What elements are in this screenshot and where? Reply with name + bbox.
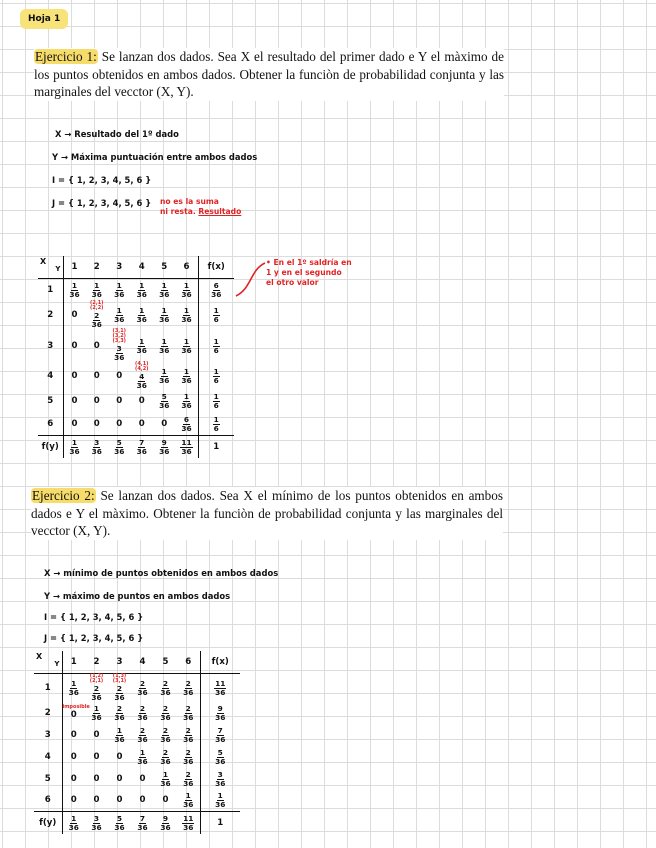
cell-value: 0 [116,795,123,806]
fraction: $\frac{2}{36}$ [183,725,194,744]
column-header: 1 [62,651,85,673]
table-row [38,329,234,362]
table-cell [85,768,108,790]
fraction: $\frac{7}{36}$ [215,725,226,744]
marginal-column-header: f(x) [198,256,234,279]
table-cell [154,790,177,812]
table-cell [131,724,154,746]
cell-value: 0 [116,371,123,382]
fraction: $\frac{7}{36}$ [137,813,148,832]
marginal-column-header: f(x) [200,651,240,673]
table-row [38,279,234,302]
table-cell [131,413,154,436]
cell-value: 0 [93,418,100,429]
fraction: $\frac{2}{36}$ [91,311,102,330]
column-header: 5 [153,256,176,279]
fraction: $\frac{9}{36}$ [215,703,226,722]
cell-annotation: imposible [62,704,90,710]
table-corner: X Y [38,256,63,279]
table-row [34,673,240,702]
marginal-row-header: f(y) [38,435,63,458]
table-cell [177,673,200,702]
fraction: $\frac{3}{36}$ [91,813,102,832]
fraction: $\frac{2}{36}$ [114,683,125,702]
fraction: $\frac{2}{36}$ [183,678,194,697]
table-cell [176,329,199,362]
table-cell [108,746,131,768]
exercise1-label: Ejercicio 1: [35,49,97,64]
table-cell [153,301,176,329]
cell-value: 0 [93,751,100,762]
column-header: 3 [108,256,131,279]
table-row [34,768,240,790]
exercise2-note-y: Y → máximo de puntos en ambos dados [44,591,231,601]
fraction: $\frac{1}{36}$ [181,367,192,386]
cell-annotation: (2,1) (2,2) [90,300,104,312]
exercise1-note-y: Y → Máxima puntuación entre ambos dados [52,152,258,162]
column-header: 2 [85,651,108,673]
column-marginal [176,435,199,458]
cell-value: 0 [71,396,78,407]
table-cell [131,329,154,362]
cell-value: 0 [93,396,100,407]
fraction: $\frac{1}{36}$ [114,281,125,300]
column-marginal [177,812,200,834]
table-cell [108,362,131,390]
row-label: 6 [34,790,62,812]
column-header: 3 [108,651,131,673]
cell-value: 0 [70,751,77,762]
table-cell [131,673,154,702]
table-cell [108,724,131,746]
row-marginal [200,673,240,702]
row-label: 4 [34,746,62,768]
row-label: 3 [38,329,63,362]
cell-annotation: (1,2) (2,1) [89,672,104,684]
cell-value: 0 [116,418,123,429]
fraction: $\frac{1}{36}$ [91,281,102,300]
fraction: $\frac{2}{36}$ [183,769,194,788]
table-cell [63,362,86,390]
row-marginal [200,768,240,790]
column-marginal [85,812,108,834]
row-marginal [198,301,234,329]
table-cell [62,746,85,768]
fraction: $\frac{1}{36}$ [136,336,147,355]
fraction: $\frac{7}{36}$ [136,437,147,456]
column-header: 4 [131,651,154,673]
exercise1-side-note-bracket [232,260,268,300]
fraction: $\frac{1}{36}$ [136,306,147,325]
fraction: $\frac{1}{36}$ [181,306,192,325]
grand-total: 1 [200,812,240,834]
fraction: $\frac{2}{36}$ [183,703,194,722]
table-cell [177,724,200,746]
column-header: 6 [177,651,200,673]
table-cell [153,329,176,362]
table-row [34,702,240,724]
fraction: $\frac{2}{36}$ [114,703,125,722]
row-marginal [200,790,240,812]
exercise1-note-j-remark: no es la suma ni resta. Resultado [160,197,242,216]
table-cell [153,279,176,302]
cell-value: 0 [93,340,100,351]
table-cell [131,768,154,790]
table-cell [108,329,131,362]
fraction: $\frac{2}{36}$ [137,725,148,744]
column-marginal [108,435,131,458]
fraction: $\frac{6}{36}$ [211,281,222,300]
fraction: $\frac{1}{36}$ [159,306,170,325]
column-marginal [108,812,131,834]
table-cell [86,279,109,302]
fraction: $\frac{1}{36}$ [215,791,226,810]
fraction: $\frac{1}{36}$ [137,747,148,766]
column-marginal [63,435,86,458]
column-marginal [86,435,109,458]
cell-value: 0 [70,773,77,784]
table-cell [177,768,200,790]
table-cell [86,390,109,413]
table-cell [131,390,154,413]
fraction: $\frac{5}{36}$ [159,392,170,411]
cell-value: 0 [116,751,123,762]
table-cell [177,790,200,812]
column-header: 6 [176,256,199,279]
cell-value: 0 [70,795,77,806]
column-marginal [131,812,154,834]
fraction: $\frac{9}{36}$ [160,813,171,832]
fraction: $\frac{1}{6}$ [213,306,219,325]
exercise1-note-j: J = { 1, 2, 3, 4, 5, 6 } [52,198,152,208]
row-label: 5 [34,768,62,790]
row-label: 1 [38,279,63,302]
fraction: $\frac{5}{36}$ [215,747,226,766]
cell-value: 0 [116,773,123,784]
table-cell [176,413,199,436]
cell-annotation: (1,3) (3,1) [112,672,127,684]
exercise2-note-x: X → mínimo de puntos obtenidos en ambos dados [44,568,279,578]
sheet-label: Hoja 1 [20,9,68,29]
fraction: $\frac{5}{36}$ [114,437,125,456]
column-marginal [131,435,154,458]
fraction: $\frac{2}{36}$ [160,725,171,744]
cell-value: 0 [71,418,78,429]
fraction: $\frac{11}{36}$ [183,813,194,832]
fraction: $\frac{1}{36}$ [91,703,102,722]
exercise2-probability-table [34,651,240,834]
row-marginal [198,329,234,362]
fraction: $\frac{1}{36}$ [159,336,170,355]
table-cell [131,279,154,302]
row-label: 3 [34,724,62,746]
table-cell [108,790,131,812]
table-row [38,413,234,436]
table-cell [86,301,109,329]
fraction: $\frac{3}{36}$ [215,769,226,788]
table-cell [62,724,85,746]
row-marginal [200,702,240,724]
fraction: $\frac{4}{36}$ [136,372,147,391]
table-cell [85,746,108,768]
table-cell [85,790,108,812]
table-cell [176,279,199,302]
table-corner: X Y [34,651,62,673]
fraction: $\frac{6}{36}$ [181,414,192,433]
fraction: $\frac{1}{6}$ [213,392,219,411]
exercise1-statement [34,48,504,101]
cell-value: 0 [139,795,146,806]
table-cell [108,673,131,702]
table-cell [108,301,131,329]
table-cell [176,362,199,390]
fraction: $\frac{1}{36}$ [160,769,171,788]
table-cell [108,768,131,790]
table-cell [63,413,86,436]
column-header: 2 [86,256,109,279]
fraction: $\frac{2}{36}$ [160,678,171,697]
table-cell [154,746,177,768]
table-cell [153,362,176,390]
table-cell [63,390,86,413]
table-row [38,362,234,390]
table-cell [63,279,86,302]
fraction: $\frac{1}{36}$ [68,678,79,697]
fraction: $\frac{2}{36}$ [160,747,171,766]
row-label: 1 [34,673,62,702]
exercise1-note-x: X → Resultado del 1º dado [55,129,179,139]
cell-value: 0 [93,371,100,382]
fraction: $\frac{1}{6}$ [213,414,219,433]
table-cell [131,362,154,390]
cell-value: 0 [71,340,78,351]
fraction: $\frac{1}{36}$ [181,336,192,355]
fraction: $\frac{1}{36}$ [183,791,194,810]
cell-value: 0 [93,795,100,806]
table-cell [62,768,85,790]
exercise2-note-j: J = { 1, 2, 3, 4, 5, 6 } [44,633,144,643]
fraction: $\frac{1}{36}$ [181,281,192,300]
exercise1-probability-table [38,256,234,458]
row-marginal [198,390,234,413]
cell-value: 0 [93,773,100,784]
table-row [34,790,240,812]
fraction: $\frac{2}{36}$ [183,747,194,766]
cell-value: 0 [71,371,78,382]
fraction: $\frac{11}{36}$ [181,437,192,456]
cell-value: 0 [138,418,145,429]
fraction: $\frac{1}{6}$ [213,367,219,386]
exercise2-text: Se lanzan dos dados. Sea X el mínimo de los puntos obtenidos en ambos dados e Y el màximo. Obtener la funciòn de probabilidad conjunta y las marginales del vecctor (X, Y). [31,488,504,538]
row-label: 2 [38,301,63,329]
exercise2-note-i: I = { 1, 2, 3, 4, 5, 6 } [44,612,144,622]
row-marginal [200,746,240,768]
cell-value: 0 [162,795,169,806]
table-cell [63,329,86,362]
table-cell [108,279,131,302]
table-cell [62,673,85,702]
table-cell [108,413,131,436]
exercise2-label: Ejercicio 2: [32,488,95,503]
table-row [34,724,240,746]
fraction: $\frac{2}{36}$ [137,678,148,697]
exercise1-text: Se lanzan dos dados. Sea X el resultado del primer dado e Y el màximo de los puntos obtenidos en ambos dados. Obtener la funciòn de probabilidad conjunta y las marginales del vecctor (X, Y). [34,49,505,99]
cell-value: 0 [70,729,77,740]
table-cell [176,301,199,329]
table-cell [108,702,131,724]
table-cell [86,329,109,362]
table-row [34,746,240,768]
row-marginal [200,724,240,746]
table-cell [86,413,109,436]
table-cell [85,673,108,702]
table-cell [131,790,154,812]
table-cell [176,390,199,413]
fraction: $\frac{9}{36}$ [159,437,170,456]
row-marginal [198,279,234,302]
cell-annotation: (4,1) (4,2) [135,361,149,373]
fraction: $\frac{1}{36}$ [159,281,170,300]
fraction: $\frac{1}{6}$ [213,336,219,355]
fraction: $\frac{1}{36}$ [159,367,170,386]
table-cell [154,768,177,790]
column-marginal [154,812,177,834]
exercise1-side-note: • En el 1º saldría en 1 y en el segundo el otro valor [266,258,352,287]
fraction: $\frac{1}{36}$ [69,281,80,300]
fraction: $\frac{3}{36}$ [114,344,125,363]
table-cell [131,301,154,329]
row-label: 6 [38,413,63,436]
table-cell [154,724,177,746]
fraction: $\frac{2}{36}$ [160,703,171,722]
table-cell [177,702,200,724]
cell-value: 0 [70,710,77,720]
column-header: 5 [154,651,177,673]
table-cell [177,746,200,768]
table-cell [63,301,86,329]
table-cell [62,790,85,812]
row-label: 2 [34,702,62,724]
grand-total: 1 [198,435,234,458]
column-header: 1 [63,256,86,279]
cell-value: 0 [71,310,78,321]
table-cell [154,673,177,702]
row-marginal [198,413,234,436]
fraction: $\frac{11}{36}$ [215,678,226,697]
row-marginal [198,362,234,390]
table-row [38,301,234,329]
column-header: 4 [131,256,154,279]
cell-value: 0 [138,396,145,407]
table-cell [131,746,154,768]
fraction: $\frac{1}{36}$ [114,725,125,744]
table-cell [153,413,176,436]
cell-value: 0 [161,418,168,429]
column-marginal [153,435,176,458]
table-cell [153,390,176,413]
fraction: $\frac{1}{36}$ [181,392,192,411]
cell-annotation: (3,1) (3,2) (3,3) [112,328,126,345]
cell-value: 0 [139,773,146,784]
exercise1-note-i: I = { 1, 2, 3, 4, 5, 6 } [52,175,152,185]
exercise2-statement [31,487,503,540]
table-row [38,390,234,413]
fraction: $\frac{2}{36}$ [137,703,148,722]
table-cell [154,702,177,724]
fraction: $\frac{1}{36}$ [114,306,125,325]
table-cell [108,390,131,413]
fraction: $\frac{1}{36}$ [69,437,80,456]
table-cell [131,702,154,724]
table-cell [85,724,108,746]
table-cell [86,362,109,390]
fraction: $\frac{1}{36}$ [68,813,79,832]
column-marginal [62,812,85,834]
fraction: $\frac{2}{36}$ [91,683,102,702]
fraction: $\frac{3}{36}$ [91,437,102,456]
marginal-row-header: f(y) [34,812,62,834]
cell-value: 0 [93,729,100,740]
row-label: 4 [38,362,63,390]
fraction: $\frac{1}{36}$ [136,281,147,300]
cell-value: 0 [116,396,123,407]
fraction: $\frac{5}{36}$ [114,813,125,832]
table-cell [62,702,90,724]
row-label: 5 [38,390,63,413]
